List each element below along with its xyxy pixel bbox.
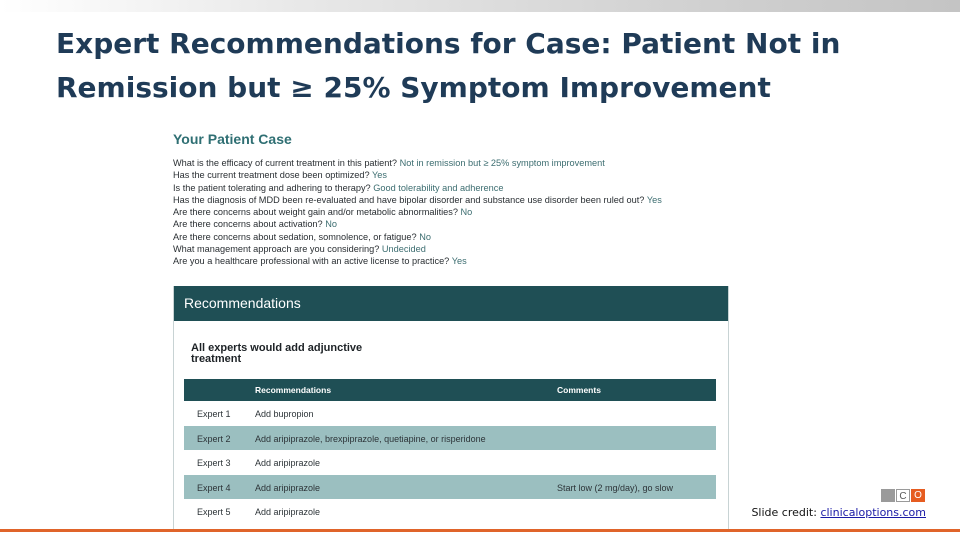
expert-cell: Expert 1 — [197, 409, 231, 419]
comment-cell: Start low (2 mg/day), go slow — [557, 482, 674, 493]
bottom-margin — [0, 532, 960, 540]
case-line: What management approach are you considering? Undecided — [173, 244, 426, 255]
case-line: Are there concerns about activation? No — [173, 219, 337, 230]
logo-letter: C — [896, 489, 910, 502]
recommendation-cell: Add aripiprazole — [255, 482, 321, 493]
recommendations-header: Recommendations — [174, 286, 728, 321]
credit-label: Slide credit: — [751, 506, 817, 519]
recommendation-cell: Add bupropion — [255, 409, 314, 419]
case-line: Has the current treatment dose been optimized? Yes — [173, 170, 388, 181]
patient-case-details — [173, 157, 733, 268]
case-line: Are you a healthcare professional with an active license to practice? Yes — [173, 256, 467, 267]
slide-title-line-2: Remission but ≥ 25% Symptom Improvement — [56, 71, 771, 104]
table-header-row — [184, 379, 716, 401]
column-header-recommendations: Recommendations — [255, 385, 332, 395]
recommendation-cell: Add aripiprazole — [255, 507, 321, 518]
logo-letter: C — [881, 489, 895, 502]
recommendation-cell: Add aripiprazole, brexpiprazole, quetiapine, or risperidone — [255, 433, 486, 444]
expert-cell: Expert 5 — [197, 507, 231, 518]
slide-title — [56, 22, 916, 110]
patient-case-heading: Your Patient Case — [173, 131, 292, 147]
recommendations-table — [184, 379, 716, 524]
expert-cell: Expert 4 — [197, 482, 231, 493]
column-header-comments: Comments — [557, 385, 601, 395]
case-line: Is the patient tolerating and adhering to therapy? Good tolerability and adherence — [173, 182, 504, 193]
case-line: Are there concerns about weight gain and/or metabolic abnormalities? No — [173, 207, 473, 218]
recommendations-panel — [173, 286, 729, 540]
slide-title-line-1: Expert Recommendations for Case: Patient Not in — [56, 27, 841, 60]
logo-letter: O — [911, 489, 925, 502]
case-line: Are there concerns about sedation, somnolence, or fatigue? No — [173, 231, 431, 242]
top-gradient-band — [0, 0, 960, 12]
credit-link[interactable]: clinicaloptions.com — [820, 506, 926, 519]
expert-cell: Expert 2 — [197, 433, 231, 444]
case-line: Has the diagnosis of MDD been re-evaluated and have bipolar disorder and substance use disorder been ruled out? Yes — [173, 194, 662, 205]
recommendation-cell: Add aripiprazole — [255, 458, 321, 469]
table-row — [184, 475, 716, 500]
table-row — [184, 450, 716, 475]
case-line: What is the efficacy of current treatment in this patient? Not in remission but ≥ 25% symptom improvement — [173, 158, 605, 168]
table-row — [184, 499, 716, 524]
table-row — [184, 426, 716, 451]
table-row — [184, 401, 716, 426]
recommendations-summary: All experts would add adjunctive treatment — [191, 342, 363, 365]
cco-logo — [881, 489, 926, 502]
expert-cell: Expert 3 — [197, 458, 231, 469]
slide-credit — [751, 506, 926, 519]
